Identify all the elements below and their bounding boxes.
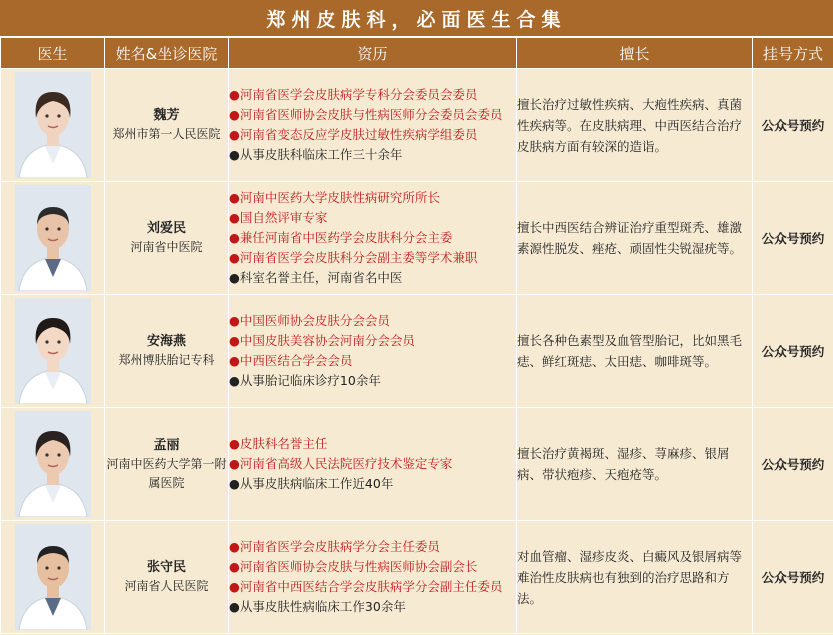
booking-method: 公众号预约 [753, 295, 833, 408]
credential-item: ●河南省医学会皮肤病学分会主任委员 [229, 539, 440, 554]
credential-item: ●中国皮肤美容协会河南分会会员 [229, 333, 415, 348]
doctor-photo-cell [1, 69, 105, 182]
doctor-portrait [15, 411, 91, 517]
credential-item: ●河南省变态反应学皮肤过敏性疾病学组委员 [229, 127, 478, 142]
name-hospital-cell [105, 69, 229, 182]
doctor-name: 安海燕 [146, 334, 186, 349]
booking-method: 公众号预约 [753, 521, 833, 634]
header-doctor: 医生 [1, 38, 105, 69]
credentials-cell [229, 408, 517, 521]
doctor-name: 张守民 [146, 560, 186, 575]
header-name-hospital: 姓名&坐诊医院 [105, 38, 229, 69]
table-header-row [1, 38, 833, 69]
specialty-cell: 擅长治疗过敏性疾病、大疱性疾病、真菌性疾病等。在皮肤病理、中西医结合治疗皮肤病方面有较深的造诣。 [517, 69, 753, 182]
booking-method: 公众号预约 [753, 69, 833, 182]
credential-item: ●从事皮肤性病临床工作30余年 [229, 599, 406, 614]
doctor-table [0, 37, 833, 634]
credential-item: ●河南省医学会皮肤科分会副主委等学术兼职 [229, 250, 478, 265]
table-row [1, 182, 833, 295]
credential-item: ●河南省高级人民法院医疗技术鉴定专家 [229, 456, 453, 471]
name-hospital-cell [105, 408, 229, 521]
credential-item: ●皮肤科名誉主任 [229, 436, 328, 451]
header-credentials: 资历 [229, 38, 517, 69]
doctor-hospital: 河南中医药大学第一附属医院 [106, 456, 227, 490]
doctor-portrait [15, 185, 91, 291]
credentials-cell [229, 295, 517, 408]
credential-item: ●从事皮肤科临床工作三十余年 [229, 147, 403, 162]
credential-item: ●科室名誉主任，河南省名中医 [229, 270, 403, 285]
name-hospital-cell [105, 521, 229, 634]
doctor-photo-cell [1, 521, 105, 634]
table-row [1, 521, 833, 634]
credential-item: ●河南省中西医结合学会皮肤病学分会副主任委员 [229, 579, 503, 594]
name-hospital-cell [105, 182, 229, 295]
booking-method: 公众号预约 [753, 182, 833, 295]
credential-item: ●河南省医师协会皮肤与性病医师分会委员会委员 [229, 107, 503, 122]
doctor-name: 魏芳 [153, 108, 180, 123]
doctor-photo-cell [1, 182, 105, 295]
doctor-photo-cell [1, 295, 105, 408]
credentials-cell [229, 521, 517, 634]
doctor-hospital: 河南省中医院 [130, 240, 203, 254]
doctor-portrait [15, 298, 91, 404]
table-row [1, 408, 833, 521]
credential-item: ●中西医结合学会会员 [229, 353, 353, 368]
credential-item: ●河南中医药大学皮肤性病研究所所长 [229, 190, 440, 205]
credential-item: ●河南省医师协会皮肤与性病医师协会副会长 [229, 559, 478, 574]
specialty-cell: 擅长各种色素型及血管型胎记，比如黑毛痣、鲜红斑痣、太田痣、咖啡斑等。 [517, 295, 753, 408]
header-booking: 挂号方式 [753, 38, 833, 69]
credential-item: ●兼任河南省中医药学会皮肤科分会主委 [229, 230, 453, 245]
credential-item: ●国自然评审专家 [229, 210, 328, 225]
specialty-cell: 擅长治疗黄褐斑、湿疹、荨麻疹、银屑病、带状疱疹、天疱疮等。 [517, 408, 753, 521]
booking-method: 公众号预约 [753, 408, 833, 521]
credential-item: ●从事皮肤病临床工作近40年 [229, 476, 394, 491]
table-row [1, 69, 833, 182]
doctor-name: 孟丽 [153, 437, 180, 453]
doctor-name: 刘爱民 [146, 221, 186, 236]
doctor-portrait [15, 524, 91, 630]
credential-item: ●中国医师协会皮肤分会会员 [229, 313, 390, 328]
credential-item: ●河南省医学会皮肤病学专科分会委员会委员 [229, 87, 478, 102]
credential-item: ●从事胎记临床诊疗10余年 [229, 373, 381, 388]
name-hospital-cell [105, 295, 229, 408]
specialty-cell: 对血管瘤、湿疹皮炎、白癜风及银屑病等难治性皮肤病也有独到的治疗思路和方法。 [517, 521, 753, 634]
doctor-hospital: 郑州市第一人民医院 [112, 127, 221, 141]
page-title: 郑州皮肤科，必面医生合集 [0, 0, 833, 37]
doctor-portrait [15, 72, 91, 178]
header-specialty: 擅长 [517, 38, 753, 69]
doctor-photo-cell [1, 408, 105, 521]
doctor-hospital: 郑州博肤胎记专科 [118, 353, 215, 367]
table-row [1, 295, 833, 408]
specialty-cell: 擅长中西医结合辨证治疗重型斑秃、雄激素源性脱发、痤疮、顽固性尖锐湿疣等。 [517, 182, 753, 295]
credentials-cell [229, 69, 517, 182]
credentials-cell [229, 182, 517, 295]
doctor-hospital: 河南省人民医院 [124, 579, 209, 593]
